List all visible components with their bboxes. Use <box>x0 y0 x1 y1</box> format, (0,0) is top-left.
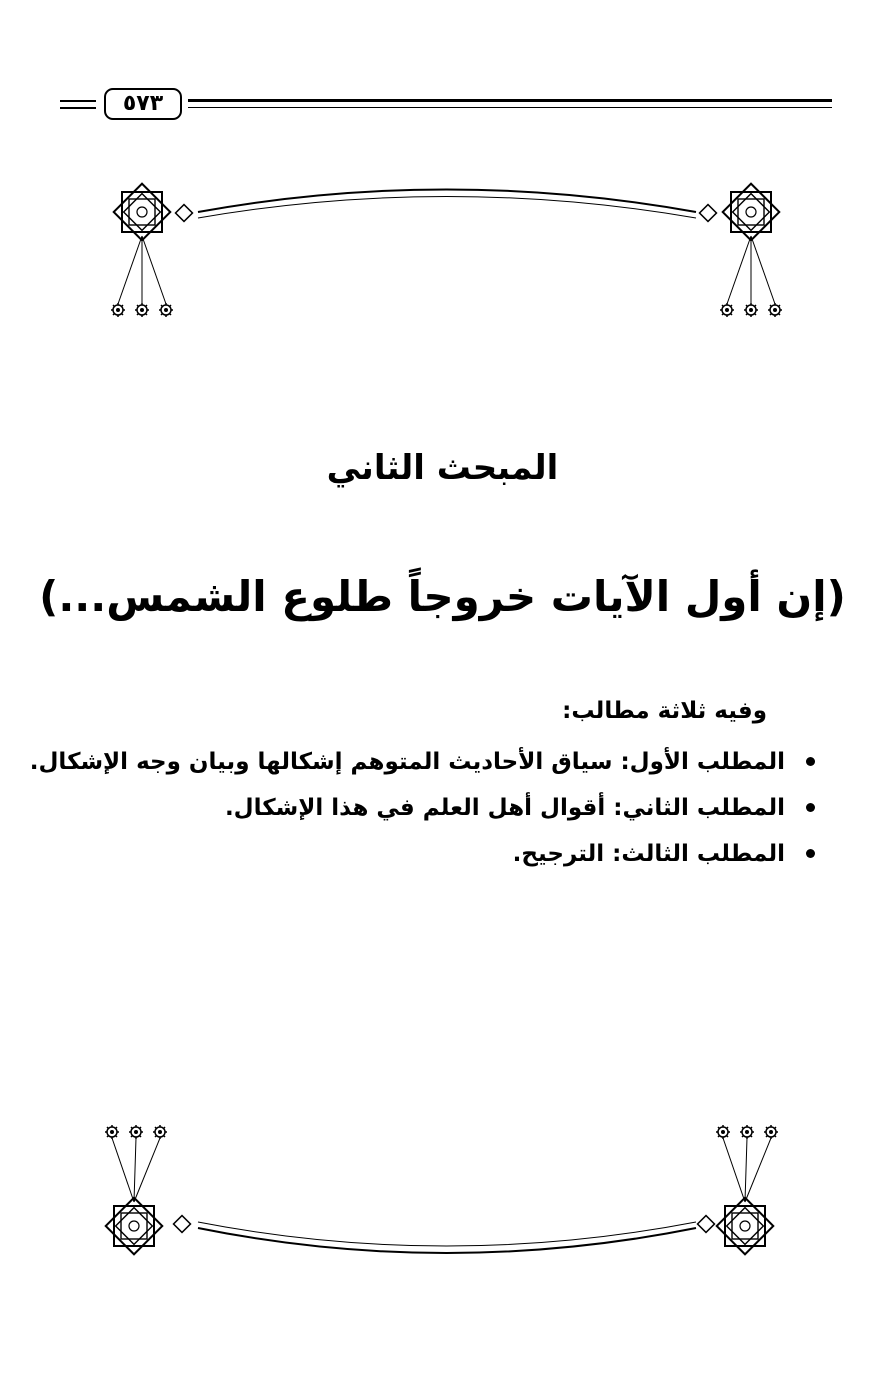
intro-text: وفيه ثلاثة مطالب: <box>562 698 767 724</box>
top-ornament-frame <box>96 172 796 332</box>
header-rule-left <box>60 100 96 102</box>
chapter-title: (إن أول الآيات خروجاً طلوع الشمس...) <box>39 572 846 621</box>
star-ornament-left <box>106 1198 163 1255</box>
bottom-ornament-frame <box>96 1118 796 1278</box>
bullet-icon <box>806 803 815 812</box>
bullet-icon <box>806 849 815 858</box>
star-ornament-right <box>717 1198 774 1255</box>
header-rule-right <box>188 99 832 102</box>
header-rule-right-lower <box>188 107 832 108</box>
topics-list <box>29 744 827 882</box>
page-number: ٥٧٣ <box>104 88 182 120</box>
bullet-icon <box>806 757 815 766</box>
list-item <box>47 790 827 836</box>
list-item <box>29 744 827 790</box>
star-ornament-right <box>723 184 780 241</box>
star-ornament-left <box>114 184 171 241</box>
header-rule-left-lower <box>60 107 96 109</box>
topic-text: المطلب الأول: سياق الأحاديث المتوهم إشكالها وبيان وجه الإشكال. <box>29 749 785 775</box>
section-title: المبحث الثاني <box>326 448 559 488</box>
topic-text: المطلب الثالث: الترجيح. <box>512 841 785 867</box>
topic-text: المطلب الثاني: أقوال أهل العلم في هذا الإشكال. <box>224 795 785 821</box>
list-item <box>47 836 827 882</box>
page-header <box>60 88 832 124</box>
